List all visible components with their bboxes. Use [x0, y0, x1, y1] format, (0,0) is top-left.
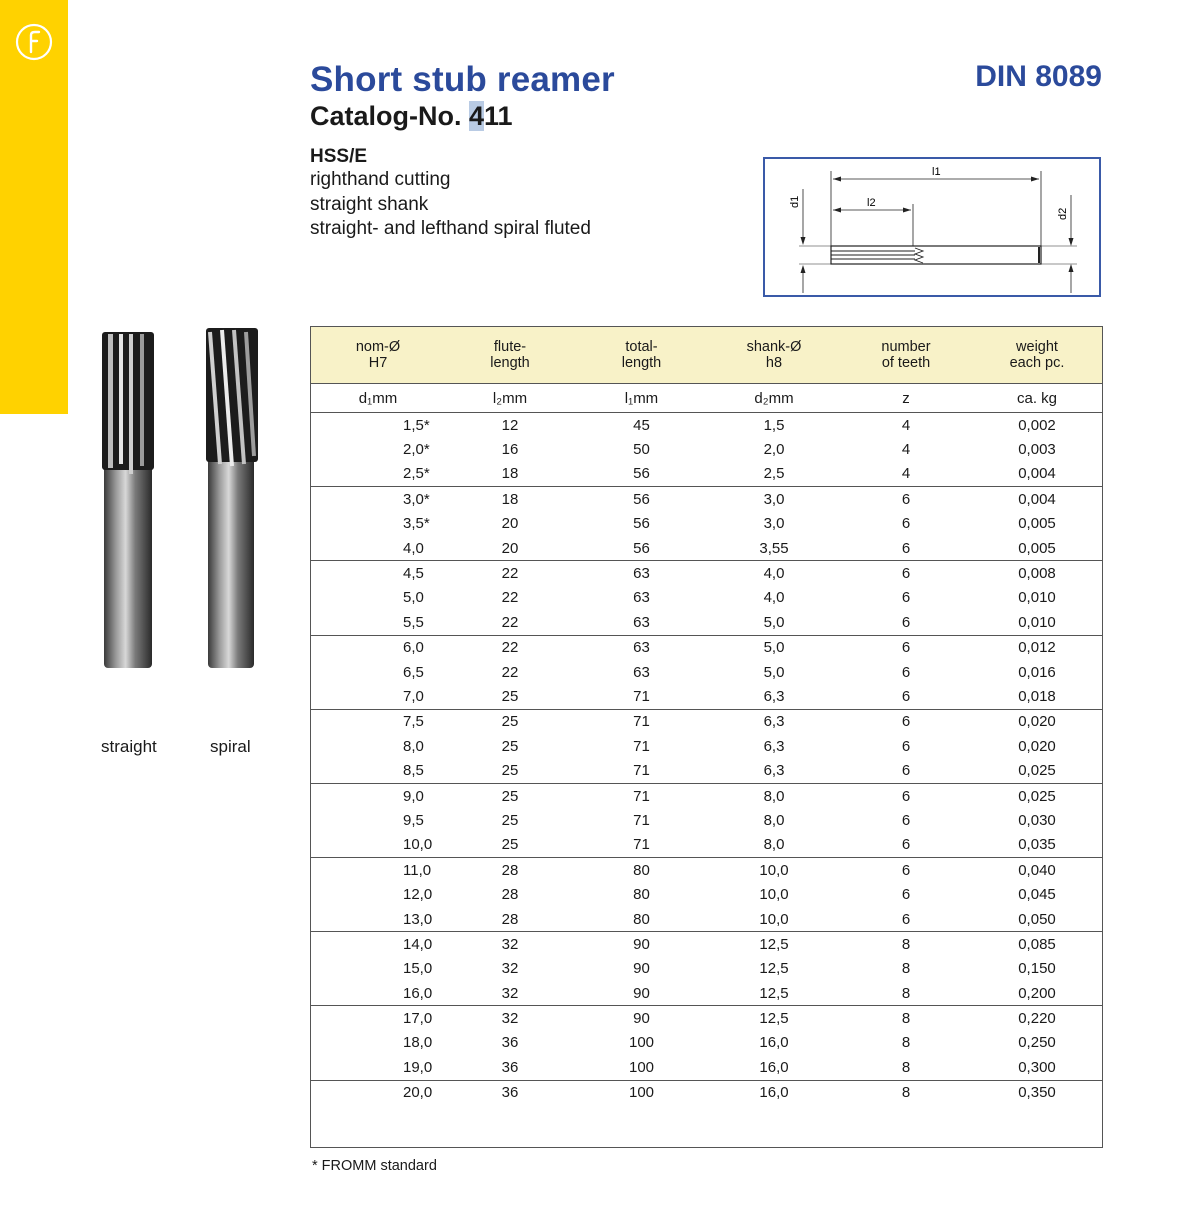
table-cell: 16,0 — [708, 1055, 840, 1080]
table-cell: 4,0 — [311, 536, 445, 561]
table-cell: 15,0 — [403, 960, 433, 978]
table-cell: 63 — [633, 589, 650, 607]
table-cell: 0,300 — [972, 1055, 1102, 1080]
unit-cell: ca. kg — [972, 384, 1102, 413]
table-cell: 13,0 — [311, 907, 445, 932]
table-row — [311, 413, 1102, 438]
table-cell: 4,0 — [763, 589, 785, 607]
table-cell: 0,020 — [1018, 713, 1056, 731]
table-cell: 25 — [501, 811, 519, 829]
table-cell: 0,350 — [1018, 1084, 1056, 1102]
table-cell: 32 — [501, 1010, 519, 1028]
table-cell: 0,018 — [972, 684, 1102, 709]
table-units-row — [311, 384, 1102, 413]
table-cell: 14,0 — [403, 935, 433, 953]
table-cell: 32 — [501, 960, 519, 978]
table-cell: 6,3 — [708, 684, 840, 709]
table-cell: 100 — [575, 1055, 708, 1080]
table-cell: 28 — [445, 907, 575, 932]
spiral-label: spiral — [210, 737, 251, 756]
table-cell: 16 — [501, 441, 519, 459]
straight-reamer-image — [102, 332, 154, 668]
table-row — [311, 635, 1102, 660]
table-cell: 32 — [501, 935, 519, 953]
table-cell: 56 — [575, 462, 708, 487]
table-row — [311, 462, 1102, 487]
table-cell: 71 — [575, 684, 708, 709]
table-cell: 6 — [901, 811, 911, 829]
table-cell: 50 — [633, 441, 650, 459]
table-cell: 5,0 — [403, 589, 424, 607]
table-cell: 16,0 — [311, 981, 445, 1006]
table-row — [311, 1080, 1102, 1105]
table-cell: 4 — [901, 441, 911, 459]
footnote: * FROMM standard — [312, 1158, 437, 1174]
table-cell: 8 — [901, 1084, 911, 1102]
table-cell: 25 — [501, 787, 519, 805]
table-row — [311, 882, 1102, 906]
table-cell: 63 — [633, 565, 650, 583]
table-cell: 0,005 — [972, 536, 1102, 561]
table-row — [311, 907, 1102, 932]
table-cell: 6,3 — [763, 737, 785, 755]
table-cell: 10,0 — [708, 907, 840, 932]
table-row — [311, 487, 1102, 512]
table-cell: 90 — [575, 981, 708, 1006]
table-cell: 6,5 — [403, 663, 424, 681]
table-row — [311, 512, 1102, 536]
table-cell: 0,020 — [1018, 737, 1056, 755]
table-cell: 3,0 — [763, 490, 785, 508]
table-cell: 3,0 — [763, 515, 785, 533]
table-cell: 4 — [901, 416, 911, 434]
table-cell: 6 — [840, 610, 972, 635]
table-cell: 6 — [901, 639, 911, 657]
catalog-highlight: 4 — [469, 101, 485, 131]
table-cell: 22 — [501, 565, 519, 583]
table-cell: 71 — [575, 758, 708, 783]
table-cell: 1,5 — [763, 416, 785, 434]
table-cell: 2,5 — [708, 462, 840, 487]
product-photos — [96, 324, 276, 674]
table-cell: 100 — [628, 1084, 655, 1102]
table-cell: 4 — [840, 462, 972, 487]
table-row — [311, 833, 1102, 858]
din-standard: DIN 8089 — [975, 60, 1102, 93]
table-cell: 5,0 — [763, 639, 785, 657]
table-cell: 6 — [840, 907, 972, 932]
table-row — [311, 1031, 1102, 1055]
table-cell: 56 — [633, 490, 650, 508]
table-cell: 18 — [501, 490, 519, 508]
table-cell: 0,003 — [1018, 441, 1056, 459]
col-header: weight each pc. — [972, 327, 1102, 384]
feature-item: straight- and lefthand spiral fluted — [310, 218, 591, 239]
table-cell: 71 — [633, 737, 650, 755]
col-header: total- length — [575, 327, 708, 384]
table-cell: 56 — [575, 536, 708, 561]
table-cell: 90 — [633, 935, 650, 953]
table-cell: 45 — [633, 416, 650, 434]
table-row — [311, 758, 1102, 783]
table-cell: 6 — [840, 833, 972, 858]
feature-list — [310, 168, 591, 242]
table-cell: 36 — [501, 1084, 519, 1102]
table-cell: 6 — [901, 565, 911, 583]
table-cell: 8 — [840, 1055, 972, 1080]
table-cell: 80 — [633, 861, 650, 879]
unit-cell: l₁mm — [575, 384, 708, 413]
table-row — [311, 858, 1102, 883]
table-cell: 5,5 — [311, 610, 445, 635]
table-cell: 19,0 — [311, 1055, 445, 1080]
table-cell: 36 — [501, 1034, 519, 1052]
table-cell: 0,004 — [972, 462, 1102, 487]
table-cell: 8,0 — [708, 833, 840, 858]
table-cell: 8,0 — [763, 787, 785, 805]
table-cell: 7,0 — [311, 684, 445, 709]
table-row — [311, 684, 1102, 709]
table-cell: 71 — [633, 787, 650, 805]
table-cell: 9,0 — [403, 787, 424, 805]
table-cell: 3,5* — [403, 515, 430, 533]
table-cell: 80 — [633, 886, 650, 904]
table-cell: 12,5 — [759, 960, 789, 978]
table-cell: 8 — [901, 1034, 911, 1052]
brand-sidebar — [0, 0, 68, 414]
table-cell: 0,035 — [972, 833, 1102, 858]
table-cell: 10,0 — [759, 861, 789, 879]
table-cell: 0,008 — [1018, 565, 1056, 583]
table-cell: 2,0* — [403, 441, 430, 459]
table-cell: 6 — [840, 684, 972, 709]
table-cell: 0,250 — [1018, 1034, 1056, 1052]
table-cell: 0,025 — [1018, 787, 1056, 805]
table-cell: 6,0 — [403, 639, 424, 657]
table-cell: 0,005 — [1018, 515, 1056, 533]
table-cell: 3,55 — [708, 536, 840, 561]
table-cell: 4,0 — [763, 565, 785, 583]
product-title: Short stub reamer — [310, 60, 615, 99]
table-cell: 2,0 — [763, 441, 785, 459]
table-cell: 25 — [445, 833, 575, 858]
catalog-prefix: Catalog-No. — [310, 101, 469, 131]
catalog-rest: 11 — [484, 101, 513, 131]
table-cell: 10,0 — [759, 886, 789, 904]
table-cell: 32 — [445, 981, 575, 1006]
table-row — [311, 1055, 1102, 1080]
table-cell: 56 — [633, 515, 650, 533]
table-cell: 0,040 — [1018, 861, 1056, 879]
table-cell: 8 — [901, 935, 911, 953]
table-cell: 18 — [445, 462, 575, 487]
table-row — [311, 437, 1102, 461]
table-cell: 63 — [633, 639, 650, 657]
table-cell: 0,004 — [1018, 490, 1056, 508]
l1-label: l1 — [932, 166, 941, 178]
table-cell: 22 — [445, 610, 575, 635]
table-cell: 5,0 — [763, 663, 785, 681]
table-cell: 80 — [575, 907, 708, 932]
table-cell: 71 — [633, 713, 650, 731]
table-cell: 0,010 — [972, 610, 1102, 635]
dimension-table — [310, 326, 1103, 1148]
table-cell: 63 — [633, 663, 650, 681]
table-cell: 0,200 — [972, 981, 1102, 1006]
table-cell: 25 — [445, 758, 575, 783]
table-cell: 16,0 — [759, 1034, 789, 1052]
table-cell: 36 — [445, 1055, 575, 1080]
table-row — [311, 808, 1102, 832]
table-cell: 0,220 — [1018, 1010, 1056, 1028]
col-header: shank-Ø h8 — [708, 327, 840, 384]
table-row — [311, 709, 1102, 734]
table-cell: 28 — [501, 886, 519, 904]
table-cell: 28 — [501, 861, 519, 879]
table-cell: 0,085 — [1018, 935, 1056, 953]
table-cell: 0,016 — [1018, 663, 1056, 681]
table-cell: 10,0 — [311, 833, 445, 858]
fromm-logo-icon — [14, 22, 54, 62]
table-cell: 8 — [840, 981, 972, 1006]
table-row — [311, 932, 1102, 957]
table-cell: 25 — [501, 737, 519, 755]
unit-cell: d₁mm — [311, 384, 445, 413]
table-cell: 25 — [501, 713, 519, 731]
table-cell: 22 — [501, 639, 519, 657]
table-row — [311, 586, 1102, 610]
col-header: number of teeth — [840, 327, 972, 384]
table-cell: 6 — [901, 515, 911, 533]
table-cell: 0,012 — [1018, 639, 1056, 657]
table-cell: 25 — [445, 684, 575, 709]
table-cell: 20 — [445, 536, 575, 561]
table-cell: 6,3 — [763, 713, 785, 731]
table-cell: 6 — [840, 758, 972, 783]
table-cell: 12,5 — [708, 981, 840, 1006]
table-cell: 6 — [901, 787, 911, 805]
table-cell: 6,3 — [708, 758, 840, 783]
catalog-number — [310, 101, 513, 132]
technical-drawing — [763, 157, 1101, 297]
table-cell: 71 — [575, 833, 708, 858]
table-row — [311, 734, 1102, 758]
d1-label: d1 — [789, 195, 801, 208]
table-cell: 0,030 — [1018, 811, 1056, 829]
table-cell: 11,0 — [403, 861, 432, 879]
table-cell: 20,0 — [403, 1084, 433, 1102]
table-cell: 90 — [633, 1010, 650, 1028]
spiral-reamer-image — [206, 328, 258, 668]
unit-cell: l₂mm — [445, 384, 575, 413]
col-header: nom-Ø H7 — [311, 327, 445, 384]
table-cell: 8,0 — [403, 737, 424, 755]
table-cell: 6 — [901, 886, 911, 904]
table-cell: 8 — [901, 960, 911, 978]
table-cell: 1,5* — [403, 416, 430, 434]
l2-label: l2 — [867, 197, 876, 209]
table-cell: 0,025 — [972, 758, 1102, 783]
table-cell: 2,5* — [311, 462, 445, 487]
unit-cell: d₂mm — [708, 384, 840, 413]
table-row — [311, 660, 1102, 684]
table-cell: 0,010 — [1018, 589, 1056, 607]
table-cell: 20 — [501, 515, 519, 533]
table-cell: 17,0 — [403, 1010, 433, 1028]
table-cell: 22 — [501, 663, 519, 681]
table-cell: 63 — [575, 610, 708, 635]
table-cell: 12,5 — [759, 935, 789, 953]
table-row — [311, 981, 1102, 1006]
table-cell: 6 — [901, 663, 911, 681]
table-cell: 12,5 — [759, 1010, 789, 1028]
material-label: HSS/E — [310, 146, 368, 167]
table-cell: 16,0 — [759, 1084, 789, 1102]
table-row — [311, 610, 1102, 635]
table-cell: 0,002 — [1018, 416, 1056, 434]
table-cell: 6 — [901, 589, 911, 607]
table-row — [311, 1006, 1102, 1031]
feature-item: righthand cutting — [310, 169, 451, 190]
table-cell: 12 — [501, 416, 519, 434]
table-cell: 0,150 — [1018, 960, 1056, 978]
table-cell: 100 — [628, 1034, 655, 1052]
table-cell: 8,5 — [311, 758, 445, 783]
table-cell: 6 — [840, 536, 972, 561]
table-cell: 12,0 — [403, 886, 433, 904]
d2-label: d2 — [1057, 207, 1069, 220]
table-cell: 22 — [501, 589, 519, 607]
table-cell: 4,5 — [403, 565, 424, 583]
table-cell: 18,0 — [403, 1034, 433, 1052]
straight-label: straight — [101, 737, 157, 756]
col-header: flute- length — [445, 327, 575, 384]
table-cell: 6 — [901, 737, 911, 755]
table-row — [311, 561, 1102, 586]
table-cell: 8 — [901, 1010, 911, 1028]
table-cell: 0,045 — [1018, 886, 1056, 904]
table-cell: 6 — [901, 713, 911, 731]
table-cell: 8,0 — [763, 811, 785, 829]
unit-cell: z — [840, 384, 972, 413]
table-cell: 9,5 — [403, 811, 424, 829]
table-cell: 90 — [633, 960, 650, 978]
table-cell: 5,0 — [708, 610, 840, 635]
table-cell: 6 — [901, 490, 911, 508]
feature-item: straight shank — [310, 193, 429, 215]
table-cell: 7,5 — [403, 713, 424, 731]
table-row — [311, 536, 1102, 561]
table-row — [311, 783, 1102, 808]
table-cell: 0,050 — [972, 907, 1102, 932]
table-header-row — [311, 327, 1102, 384]
table-cell: 71 — [633, 811, 650, 829]
table-cell: 6 — [901, 861, 911, 879]
table-row — [311, 957, 1102, 981]
table-cell: 3,0* — [403, 490, 430, 508]
